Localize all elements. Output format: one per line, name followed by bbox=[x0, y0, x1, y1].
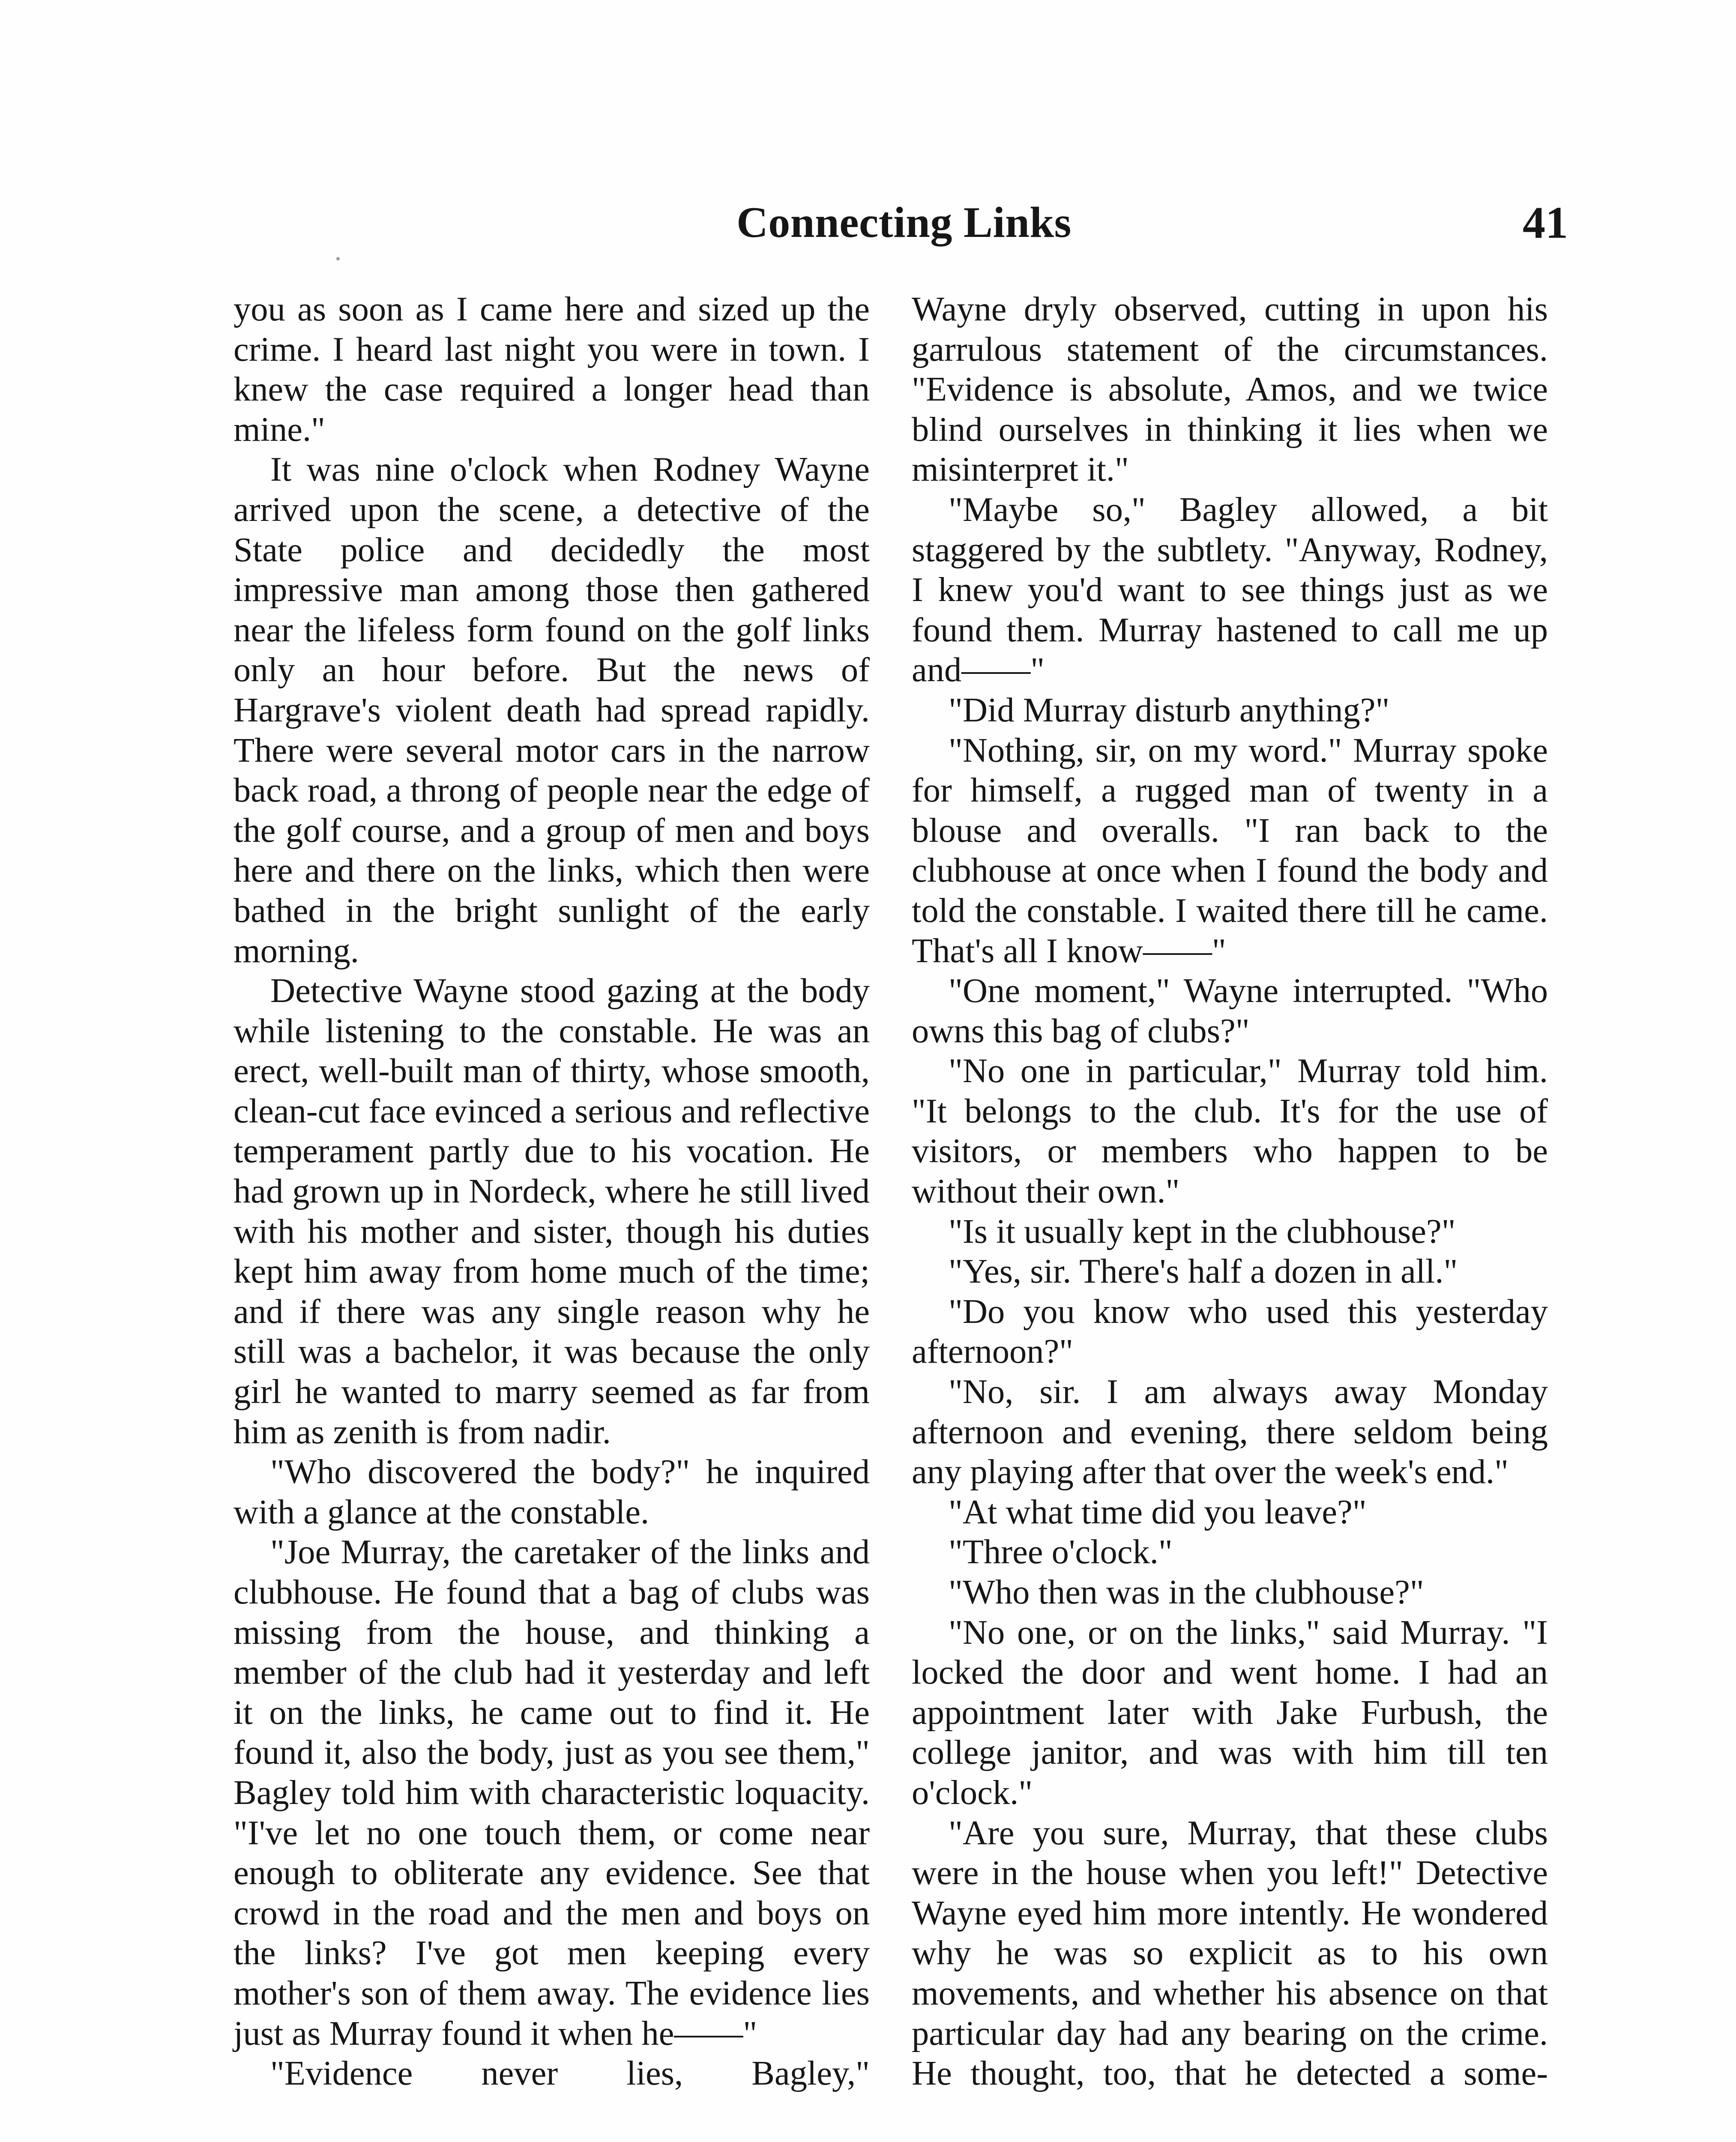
paragraph: "Is it usually kept in the clubhouse?" bbox=[949, 1212, 1456, 1250]
paragraph: "Are you sure, Murray, that these clubs were in the house when you left!" Detective Wayne eyed him more intently. He wondered why he was so explicit as to his own movements, and whether his absence on that particular day had any bearing on the crime. He thought, too, that he detected a some- bbox=[912, 1813, 1548, 2093]
paragraph: Detective Wayne stood gazing at the body while listening to the constable. He was an erect, well-built man of thirty, whose smooth, clean-cut face evinced a serious and reflective temperament partly due to his vocation. He had grown up in Nordeck, where he still lived with his mother and sister, though his duties kept him away from home much of the time; and if there was any single reason why he still was a bachelor, it was because the only girl he wanted to marry seemed as far from him as zenith is from nadir. bbox=[233, 972, 870, 1451]
paragraph: "Yes, sir. There's half a dozen in all." bbox=[949, 1252, 1458, 1291]
left-column bbox=[233, 289, 870, 2142]
paragraph: "No one in particular," Murray told him. "It belongs to the club. It's for the use of visitors, or members who happen to be without their own." bbox=[912, 1052, 1548, 1211]
paragraph: "Evidence never lies, Bagley," bbox=[270, 2054, 870, 2093]
paragraph: "Joe Murray, the caretaker of the links and clubhouse. He found that a bag of clubs was missing from the house, and thinking a member of the club had it yesterday and left it on the links, he came out to find it. He found it, also the body, just as you see them," Bagley told him with characteristic loquacity. "I've let no one touch them, or come near enough to obliterate any evidence. See that crowd in the road and the men and boys on the links? I've got men keeping every mother's son of them away. The evidence lies just as Murray found it when he——" bbox=[233, 1533, 870, 2052]
paragraph: "Three o'clock." bbox=[949, 1533, 1173, 1571]
paragraph: "Who discovered the body?" he inquired with a glance at the constable. bbox=[233, 1453, 870, 1531]
paragraph: "At what time did you leave?" bbox=[949, 1493, 1367, 1531]
paragraph: "Who then was in the clubhouse?" bbox=[949, 1573, 1424, 1611]
paragraph: "No, sir. I am always away Monday afternoon and evening, there seldom being any playing after that over the week's end." bbox=[912, 1373, 1548, 1491]
right-column bbox=[912, 289, 1548, 2142]
paragraph: "Maybe so," Bagley allowed, a bit staggered by the subtlety. "Anyway, Rodney, I knew you'd want to see things just as we found them. Murray hastened to call me up and——" bbox=[912, 490, 1548, 689]
print-speck bbox=[336, 257, 340, 260]
paragraph: Wayne dryly observed, cutting in upon his garrulous statement of the circumstances. "Evidence is absolute, Amos, and we twice blind ourselves in thinking it lies when we misinterpret it." bbox=[912, 290, 1548, 489]
paragraph: you as soon as I came here and sized up the crime. I heard last night you were in town. I knew the case required a longer head than mine." bbox=[233, 290, 870, 449]
paragraph: "One moment," Wayne interrupted. "Who owns this bag of clubs?" bbox=[912, 972, 1548, 1050]
page-number: 41 bbox=[1523, 197, 1568, 248]
running-head bbox=[0, 195, 1736, 255]
running-title: Connecting Links bbox=[736, 198, 1072, 247]
paragraph: "Do you know who used this yesterday afternoon?" bbox=[912, 1292, 1548, 1371]
paragraph: "No one, or on the links," said Murray. "I locked the door and went home. I had an appointment later with Jake Furbush, the college janitor, and was with him till ten o'clock." bbox=[912, 1613, 1548, 1812]
paragraph: "Did Murray disturb anything?" bbox=[949, 691, 1390, 729]
paragraph: "Nothing, sir, on my word." Murray spoke for himself, a rugged man of twenty in a blouse and overalls. "I ran back to the clubhouse at once when I found the body and told the constable. I waited there till he came. That's all I know——" bbox=[912, 731, 1548, 970]
paragraph: It was nine o'clock when Rodney Wayne arrived upon the scene, a detective of the State police and decidedly the most impressive man among those then gathered near the lifeless form found on the golf links only an hour before. But the news of Hargrave's violent death had spread rapidly. There were several motor cars in the narrow back road, a throng of people near the edge of the golf course, and a group of men and boys here and there on the links, which then were bathed in the bright sunlight of the early morning. bbox=[233, 450, 870, 970]
